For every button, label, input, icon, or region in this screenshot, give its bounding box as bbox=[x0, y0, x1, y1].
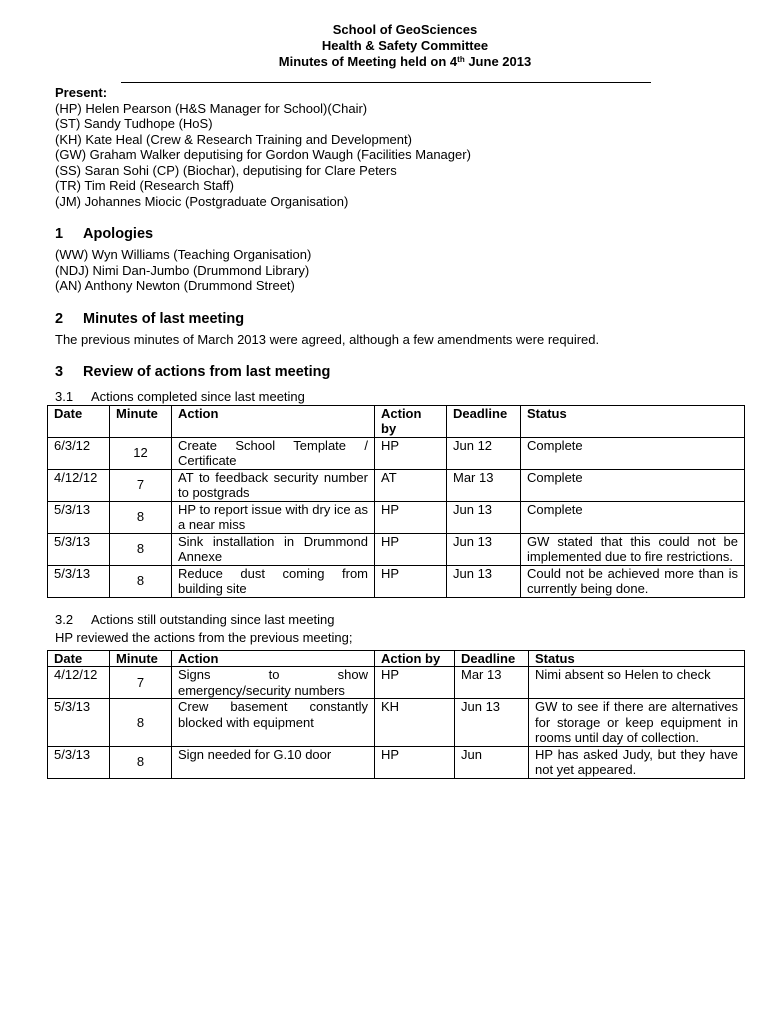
cell-date: 4/12/12 bbox=[48, 667, 110, 699]
table-row bbox=[48, 469, 745, 501]
table-header-row bbox=[48, 650, 745, 667]
cell-action-by: HP bbox=[375, 746, 455, 778]
col-header-action: Action bbox=[172, 650, 375, 667]
present-member: (KH) Kate Heal (Crew & Research Training and Development) bbox=[55, 131, 412, 147]
cell-minute: 7 bbox=[110, 469, 172, 501]
section-heading-review bbox=[55, 363, 755, 381]
cell-status: GW stated that this could not be implemented due to fire restrictions. bbox=[521, 533, 745, 565]
cell-date: 6/3/12 bbox=[48, 437, 110, 469]
cell-minute: 7 bbox=[110, 667, 172, 699]
present-member: (TR) Tim Reid (Research Staff) bbox=[55, 178, 234, 193]
cell-status: Complete bbox=[521, 469, 745, 501]
col-header-minute: Minute bbox=[110, 650, 172, 667]
meeting-title bbox=[55, 54, 755, 70]
table-row bbox=[48, 501, 745, 533]
present-member: (JM) Johannes Miocic (Postgraduate Organisation) bbox=[55, 193, 349, 209]
cell-date: 5/3/13 bbox=[48, 533, 110, 565]
table-row bbox=[48, 565, 745, 597]
cell-deadline: Jun 13 bbox=[447, 501, 521, 533]
present-member: (ST) Sandy Tudhope (HoS) bbox=[55, 116, 213, 131]
present-member: (SS) Saran Sohi (CP) (Biochar), deputising for Clare Peters bbox=[55, 162, 397, 178]
cell-status: Nimi absent so Helen to check bbox=[529, 667, 745, 699]
table-row bbox=[48, 533, 745, 565]
cell-deadline: Jun bbox=[455, 746, 529, 778]
completed-actions-table bbox=[47, 405, 745, 598]
cell-date: 5/3/13 bbox=[48, 746, 110, 778]
cell-status: Could not be achieved more than is currently being done. bbox=[521, 565, 745, 597]
col-header-status: Status bbox=[529, 650, 745, 667]
cell-minute: 8 bbox=[110, 746, 172, 778]
cell-action: HP to report issue with dry ice as a near miss bbox=[172, 501, 375, 533]
cell-date: 5/3/13 bbox=[48, 565, 110, 597]
col-header-minute: Minute bbox=[110, 405, 172, 437]
col-header-status: Status bbox=[521, 405, 745, 437]
cell-status: Complete bbox=[521, 501, 745, 533]
col-header-action: Action bbox=[172, 405, 375, 437]
cell-action: Signs to show emergency/security numbers bbox=[172, 667, 375, 699]
cell-date: 5/3/13 bbox=[48, 699, 110, 747]
col-header-action-by: Action by bbox=[375, 405, 447, 437]
cell-action: AT to feedback security number to postgrads bbox=[172, 469, 375, 501]
col-header-action-by: Action by bbox=[375, 650, 455, 667]
cell-action: Create School Template / Certificate bbox=[172, 437, 375, 469]
apology-item: (NDJ) Nimi Dan-Jumbo (Drummond Library) bbox=[55, 262, 310, 278]
cell-minute: 8 bbox=[110, 699, 172, 747]
subsection-number: 3.1 bbox=[55, 389, 74, 404]
minutes-document bbox=[55, 22, 755, 779]
section-title: Apologies bbox=[83, 226, 154, 242]
meeting-title-pre: Minutes of Meeting held on 4 bbox=[278, 54, 458, 69]
table-row bbox=[48, 437, 745, 469]
cell-date: 5/3/13 bbox=[48, 501, 110, 533]
subsection-title: Actions still outstanding since last meeting bbox=[91, 611, 335, 627]
col-header-deadline: Deadline bbox=[447, 405, 521, 437]
cell-status: Complete bbox=[521, 437, 745, 469]
cell-action-by: AT bbox=[375, 469, 447, 501]
cell-action-by: HP bbox=[375, 501, 447, 533]
section-heading-apologies bbox=[55, 225, 755, 243]
subsection-number: 3.2 bbox=[55, 611, 74, 627]
header-divider bbox=[121, 72, 651, 83]
cell-deadline: Mar 13 bbox=[447, 469, 521, 501]
cell-deadline: Jun 12 bbox=[447, 437, 521, 469]
cell-minute: 8 bbox=[110, 533, 172, 565]
present-member: (HP) Helen Pearson (H&S Manager for School)(Chair) bbox=[55, 100, 368, 116]
present-list bbox=[55, 101, 755, 210]
cell-action: Sink installation in Drummond Annexe bbox=[172, 533, 375, 565]
cell-action-by: HP bbox=[375, 533, 447, 565]
present-label: Present: bbox=[55, 85, 108, 100]
cell-minute: 12 bbox=[110, 437, 172, 469]
cell-minute: 8 bbox=[110, 501, 172, 533]
col-header-deadline: Deadline bbox=[455, 650, 529, 667]
table-row bbox=[48, 746, 745, 778]
cell-action: Reduce dust coming from building site bbox=[172, 565, 375, 597]
section-number: 1 bbox=[55, 226, 64, 242]
subsection-heading-outstanding bbox=[55, 612, 755, 628]
cell-action: Sign needed for G.10 door bbox=[172, 746, 375, 778]
subsection-title: Actions completed since last meeting bbox=[91, 389, 305, 404]
apology-item: (WW) Wyn Williams (Teaching Organisation) bbox=[55, 247, 312, 262]
outstanding-actions-table bbox=[47, 650, 745, 779]
table-header-row bbox=[48, 405, 745, 437]
col-header-date: Date bbox=[48, 650, 110, 667]
present-member: (GW) Graham Walker deputising for Gordon Waugh (Facilities Manager) bbox=[55, 147, 471, 162]
meeting-title-sup: th bbox=[457, 55, 465, 64]
cell-action-by: HP bbox=[375, 565, 447, 597]
cell-status: GW to see if there are alternatives for storage or keep equipment in rooms until day of collection. bbox=[529, 699, 745, 747]
minutes-paragraph: The previous minutes of March 2013 were agreed, although a few amendments were required. bbox=[55, 331, 600, 347]
section-heading-minutes bbox=[55, 310, 755, 328]
school-title: School of GeoSciences bbox=[332, 22, 478, 37]
section-number: 3 bbox=[55, 364, 64, 380]
outstanding-intro: HP reviewed the actions from the previous meeting; bbox=[55, 630, 353, 645]
cell-action-by: HP bbox=[375, 667, 455, 699]
section-number: 2 bbox=[55, 310, 64, 327]
cell-date: 4/12/12 bbox=[48, 469, 110, 501]
cell-deadline: Jun 13 bbox=[455, 699, 529, 747]
cell-status: HP has asked Judy, but they have not yet appeared. bbox=[529, 746, 745, 778]
cell-deadline: Jun 13 bbox=[447, 565, 521, 597]
cell-minute: 8 bbox=[110, 565, 172, 597]
apology-item: (AN) Anthony Newton (Drummond Street) bbox=[55, 278, 295, 293]
subsection-heading-completed bbox=[55, 389, 755, 405]
meeting-title-post: June 2013 bbox=[464, 54, 532, 69]
cell-action: Crew basement constantly blocked with equipment bbox=[172, 699, 375, 747]
cell-deadline: Mar 13 bbox=[455, 667, 529, 699]
cell-deadline: Jun 13 bbox=[447, 533, 521, 565]
committee-title: Health & Safety Committee bbox=[321, 38, 489, 53]
cell-action-by: KH bbox=[375, 699, 455, 747]
table-row bbox=[48, 699, 745, 747]
section-title: Minutes of last meeting bbox=[83, 310, 245, 327]
table-row bbox=[48, 667, 745, 699]
section-title: Review of actions from last meeting bbox=[83, 364, 331, 380]
col-header-date: Date bbox=[48, 405, 110, 437]
cell-action-by: HP bbox=[375, 437, 447, 469]
